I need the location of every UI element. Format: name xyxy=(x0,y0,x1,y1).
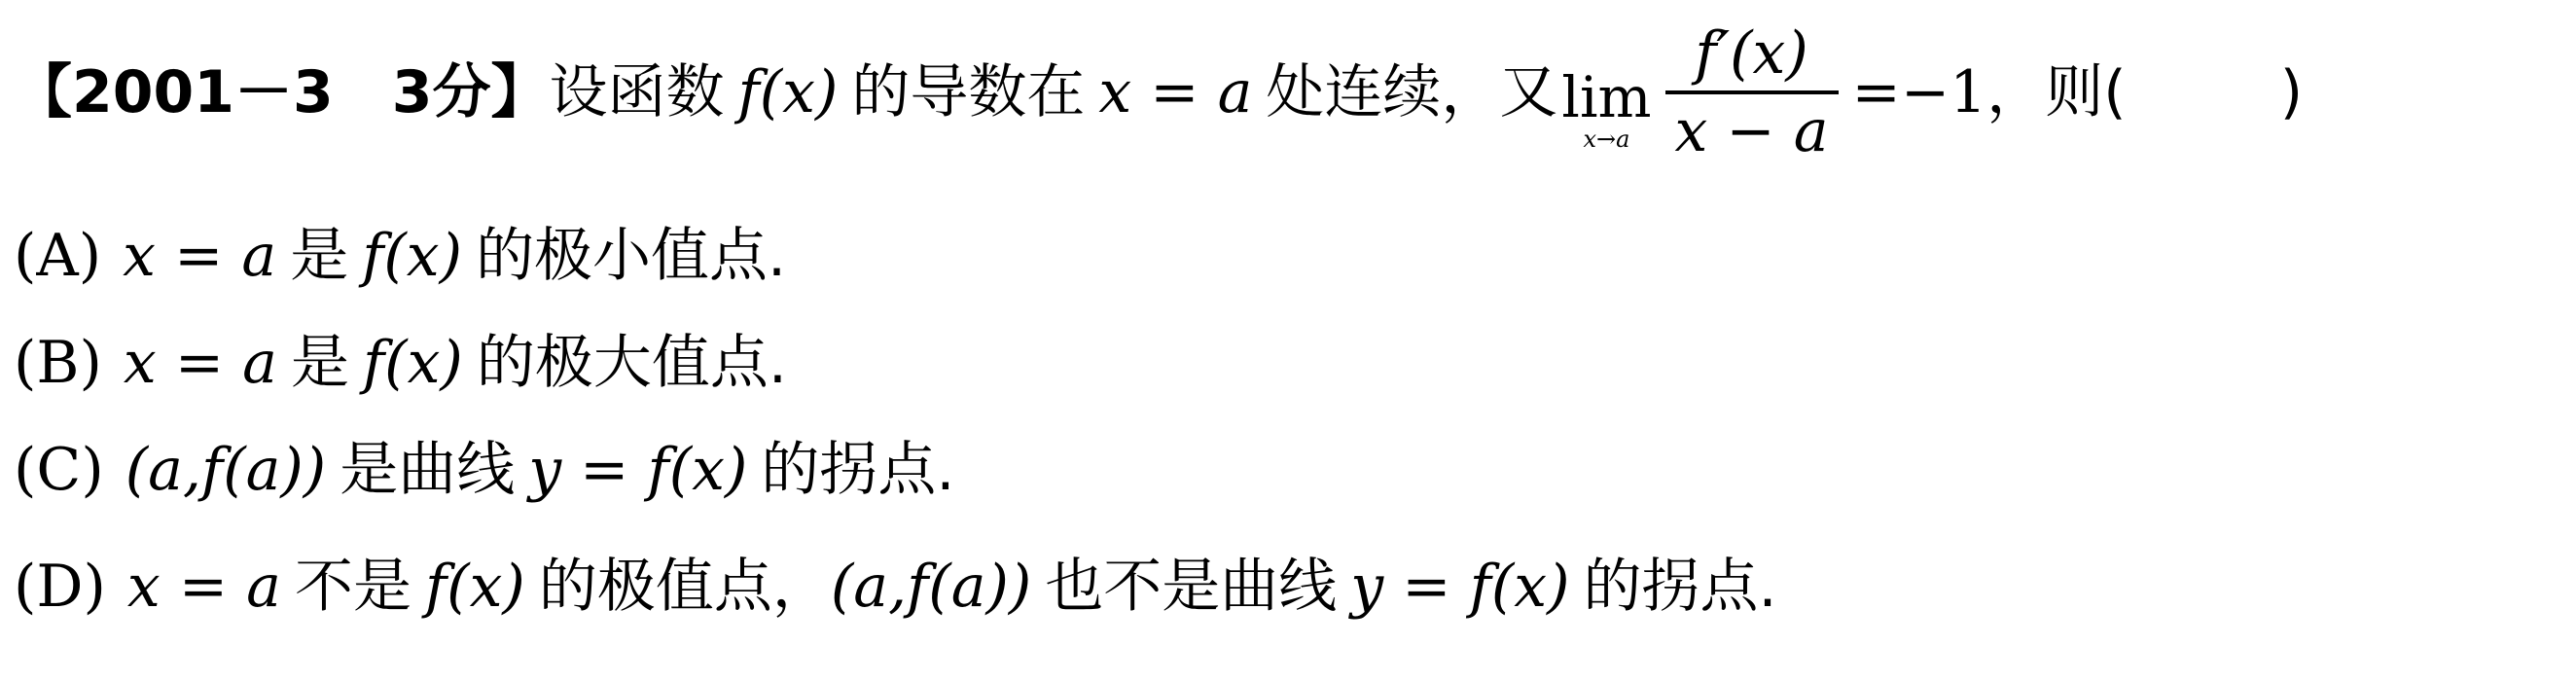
option-d-text-4: 的拐点. xyxy=(1583,553,1777,621)
option-d-math-4: y = f(x) xyxy=(1350,553,1570,621)
option-d-label: (D) xyxy=(14,553,106,621)
option-a-math-1: x = a xyxy=(123,222,277,290)
option-a-math-2: f(x) xyxy=(362,222,463,290)
question-source-tag: 【2001－3 3分】 xyxy=(14,58,550,126)
option-d-math-1: x = a xyxy=(126,553,281,621)
option-b xyxy=(14,329,787,397)
option-a-text-2: 的极小值点. xyxy=(476,222,787,290)
limit-operator xyxy=(1561,64,1652,153)
option-c-text-2: 的拐点. xyxy=(761,436,955,504)
limit-word: lim xyxy=(1561,64,1652,130)
option-d-math-2: f(x) xyxy=(424,553,525,621)
stem-text-3: 处连续，又 xyxy=(1266,58,1558,126)
option-b-math-2: f(x) xyxy=(362,329,463,397)
condition-x-eq-a: x = a xyxy=(1098,58,1253,126)
question-stem xyxy=(14,19,2304,165)
option-a xyxy=(14,222,786,290)
stem-text-2: 的导数在 xyxy=(851,58,1086,126)
limit-value: =−1 xyxy=(1851,58,1987,126)
option-b-text-2: 的极大值点. xyxy=(476,329,787,397)
option-c xyxy=(14,436,954,504)
option-c-math-2: y = f(x) xyxy=(528,436,748,504)
option-a-text-1: 是 xyxy=(290,222,349,290)
option-b-text-1: 是 xyxy=(290,329,349,397)
close-paren: ) xyxy=(2279,58,2304,126)
option-d xyxy=(14,553,1777,621)
option-a-label: (A) xyxy=(14,222,102,290)
option-d-text-1: 不是 xyxy=(294,553,411,621)
stem-text-1: 设函数 xyxy=(549,58,725,126)
function-fx: f(x) xyxy=(737,58,839,126)
limit-subscript: x→a xyxy=(1583,125,1630,153)
option-c-text-1: 是曲线 xyxy=(340,436,516,504)
option-d-text-3: 也不是曲线 xyxy=(1045,553,1338,621)
option-b-label: (B) xyxy=(14,329,102,397)
option-c-label: (C) xyxy=(14,436,104,504)
option-d-math-3: (a,f(a)) xyxy=(830,553,1032,621)
limit-fraction xyxy=(1665,19,1839,165)
fraction-numerator: f′(x) xyxy=(1695,19,1808,88)
option-c-math-1: (a,f(a)) xyxy=(125,436,327,504)
fraction-denominator: x − a xyxy=(1665,90,1839,161)
option-d-text-2: 的极值点， xyxy=(538,553,831,621)
option-b-math-1: x = a xyxy=(123,329,277,397)
stem-text-4: ，则( xyxy=(1986,58,2127,126)
